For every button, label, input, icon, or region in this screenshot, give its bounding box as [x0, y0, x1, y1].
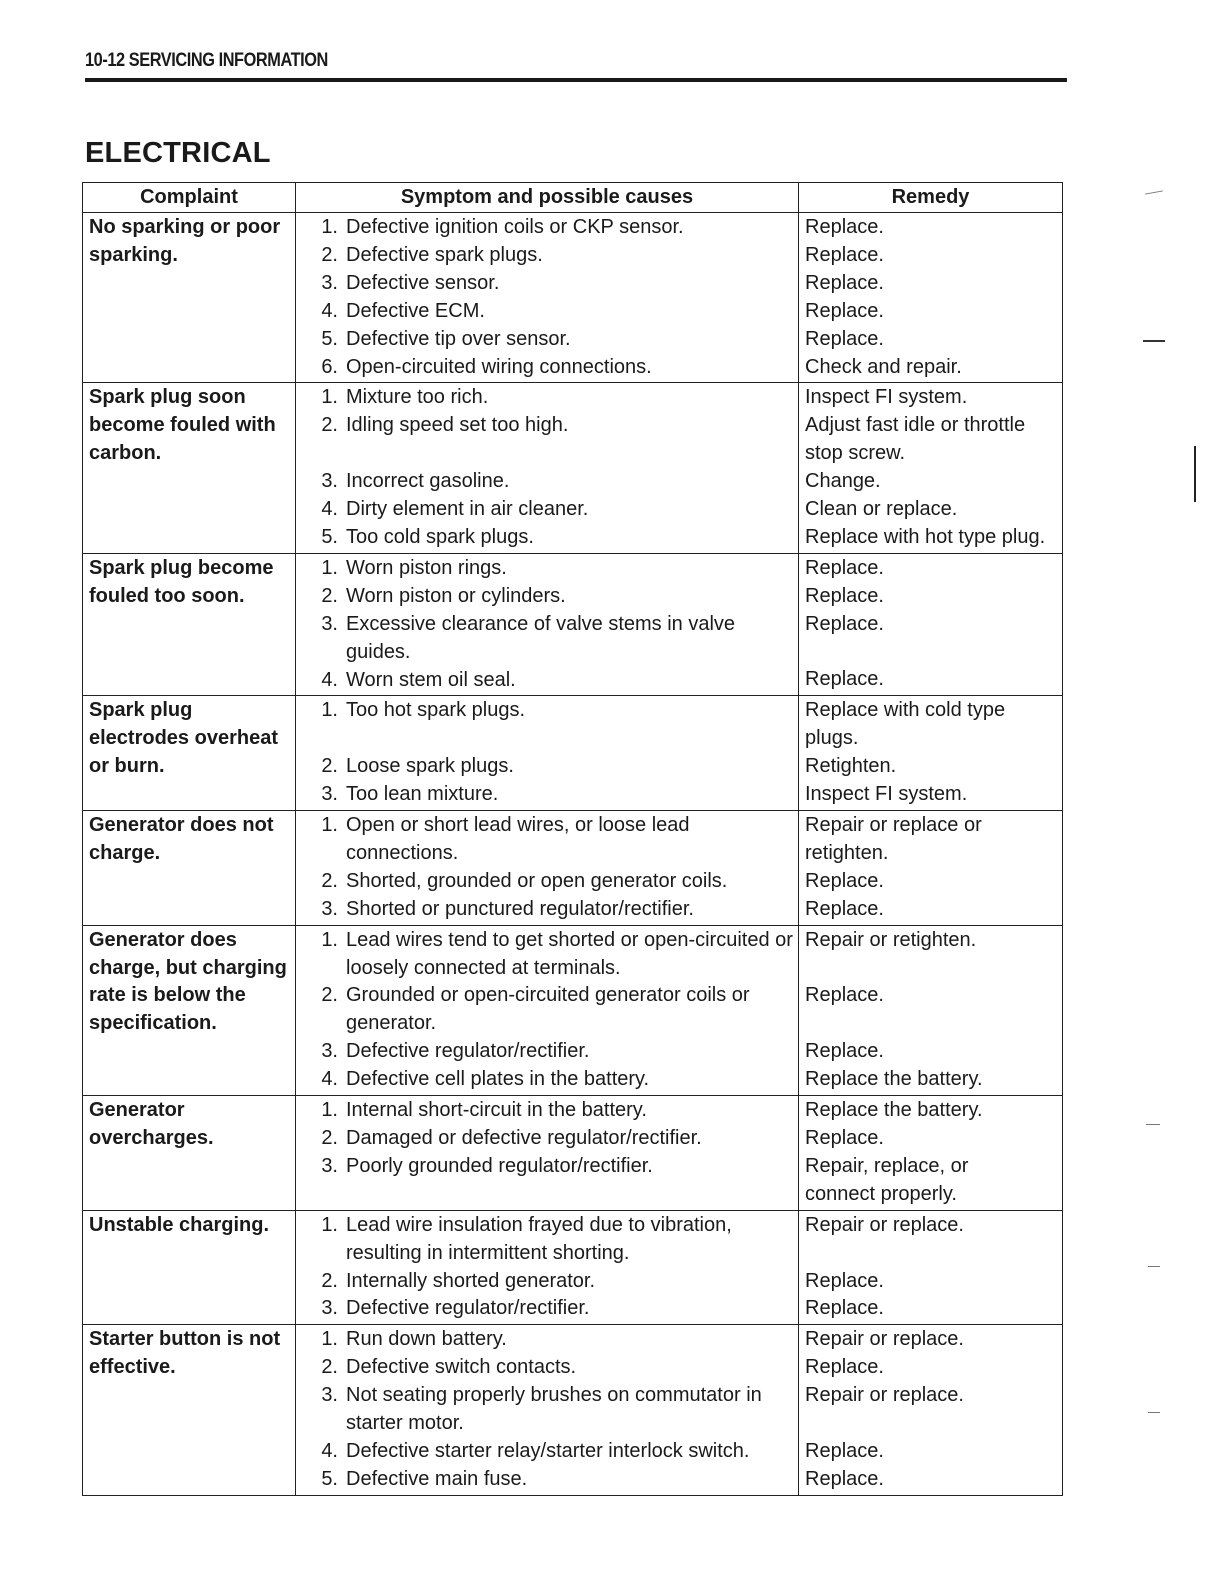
troubleshooting-table	[82, 182, 1063, 1496]
complaint-cell: Spark plug become fouled too soon.	[83, 553, 296, 696]
cause-item: 1. Defective ignition coils or CKP sensor.	[321, 216, 684, 238]
remedy-line: Replace.	[805, 668, 884, 691]
remedy-line: plugs.	[805, 727, 859, 750]
running-header-text: 10-12 SERVICING INFORMATION	[85, 50, 328, 71]
complaint-cell: Generator overcharges.	[83, 1096, 296, 1211]
remedy-cell	[799, 925, 1063, 1095]
scan-mark	[1148, 1412, 1160, 1413]
table-row	[83, 383, 1063, 553]
cause-item: 1. Mixture too rich.	[321, 386, 489, 409]
cause-item: 3. Defective regulator/rectifier.	[321, 1297, 590, 1320]
spacer	[302, 440, 793, 468]
column-header-complaint: Complaint	[83, 183, 296, 213]
cause-item: 5. Defective main fuse.	[321, 1467, 528, 1490]
cause-item: 6. Open-circuited wiring connections.	[321, 355, 652, 378]
scan-mark	[1145, 190, 1163, 194]
remedy-line: Replace.	[805, 869, 884, 892]
remedy-line: Retighten.	[805, 755, 897, 778]
table-row	[83, 213, 1063, 383]
remedy-line: Change.	[805, 470, 881, 493]
cause-item: 3. Too lean mixture.	[321, 783, 499, 806]
cause-item: 5. Defective tip over sensor.	[321, 327, 571, 350]
remedy-cell	[799, 383, 1063, 553]
cause-item: 3. Poorly grounded regulator/rectifier.	[321, 1154, 653, 1177]
table-row	[83, 1325, 1063, 1495]
cause-item: 3. Incorrect gasoline.	[321, 470, 510, 493]
complaint-cell: No sparking or poor sparking.	[83, 213, 296, 383]
cause-item: 2. Grounded or open-circuited generator coils or generator.	[321, 984, 750, 1035]
remedy-line: Replace.	[805, 1127, 884, 1149]
causes-cell	[296, 811, 799, 926]
column-header-symptom: Symptom and possible causes	[296, 183, 799, 213]
remedy-line: connect properly.	[805, 1182, 957, 1205]
remedy-line: Replace with hot type plug.	[805, 525, 1046, 548]
remedy-line: Replace.	[805, 299, 884, 322]
remedy-line: Replace with cold type	[805, 699, 1006, 722]
remedy-line: Replace.	[805, 1040, 884, 1063]
remedy-cell	[799, 1210, 1063, 1325]
cause-item: 1. Too hot spark plugs.	[321, 699, 525, 722]
cause-item: 4. Defective starter relay/starter interlock switch.	[321, 1439, 750, 1462]
section-title: ELECTRICAL	[85, 137, 271, 169]
cause-item: 2. Idling speed set too high.	[321, 414, 569, 437]
causes-cell	[296, 383, 799, 553]
table-row	[83, 1210, 1063, 1325]
spacer	[805, 955, 1057, 983]
cause-item: 4. Defective cell plates in the battery.	[321, 1068, 650, 1091]
cause-item: 4. Worn stem oil seal.	[321, 668, 516, 691]
remedy-line: Replace.	[805, 327, 884, 350]
causes-cell	[296, 1096, 799, 1211]
cause-item: 1. Lead wire insulation frayed due to vibration, resulting in intermittent shorting.	[321, 1213, 732, 1264]
remedy-line: Repair or replace.	[805, 1384, 964, 1407]
remedy-line: Repair or replace.	[805, 1213, 964, 1236]
complaint-cell: Generator does charge, but charging rate is below the specification.	[83, 925, 296, 1095]
cause-item: 3. Defective regulator/rectifier.	[321, 1040, 590, 1063]
spacer	[805, 1410, 1057, 1438]
table-row	[83, 553, 1063, 696]
remedy-line: Replace.	[805, 1356, 884, 1379]
spacer	[805, 1240, 1057, 1268]
remedy-line: Repair or retighten.	[805, 928, 977, 951]
causes-cell	[296, 1210, 799, 1325]
remedy-cell	[799, 1096, 1063, 1211]
remedy-line: Replace.	[805, 556, 884, 579]
remedy-line: Replace the battery.	[805, 1068, 983, 1091]
cause-item: 1. Run down battery.	[321, 1328, 507, 1351]
causes-cell	[296, 696, 799, 811]
cause-item: 3. Shorted or punctured regulator/rectifier.	[321, 897, 694, 920]
remedy-line: Check and repair.	[805, 355, 962, 378]
remedy-line: Replace.	[805, 216, 884, 238]
cause-item: 2. Loose spark plugs.	[321, 755, 514, 778]
scan-mark	[1143, 340, 1165, 342]
remedy-line: Clean or replace.	[805, 498, 958, 521]
remedy-line: Replace.	[805, 897, 884, 920]
complaint-cell: Spark plug electrodes overheat or burn.	[83, 696, 296, 811]
remedy-line: Replace the battery.	[805, 1099, 983, 1122]
causes-cell	[296, 213, 799, 383]
remedy-line: Repair, replace, or	[805, 1154, 969, 1177]
remedy-cell	[799, 1325, 1063, 1495]
cause-item: 2. Defective spark plugs.	[321, 243, 543, 266]
remedy-line: Repair or replace or	[805, 814, 982, 837]
remedy-line: stop screw.	[805, 442, 906, 465]
remedy-cell	[799, 213, 1063, 383]
cause-item: 5. Too cold spark plugs.	[321, 525, 534, 548]
complaint-cell: Unstable charging.	[83, 1210, 296, 1325]
cause-item: 2. Shorted, grounded or open generator coils.	[321, 869, 728, 892]
cause-item: 4. Dirty element in air cleaner.	[321, 498, 589, 521]
change-bar	[1194, 446, 1196, 502]
complaint-cell: Starter button is not effective.	[83, 1325, 296, 1495]
cause-item: 3. Defective sensor.	[321, 271, 500, 294]
remedy-line: Replace.	[805, 984, 884, 1007]
cause-item: 2. Damaged or defective regulator/rectifier.	[321, 1127, 702, 1149]
causes-cell	[296, 553, 799, 696]
remedy-line: retighten.	[805, 841, 889, 864]
remedy-line: Adjust fast idle or throttle	[805, 414, 1026, 437]
cause-item: 3. Excessive clearance of valve stems in valve guides.	[321, 612, 736, 663]
remedy-line: Replace.	[805, 1467, 884, 1490]
table-header-row	[83, 183, 1063, 213]
complaint-cell: Generator does not charge.	[83, 811, 296, 926]
scan-mark	[1148, 1266, 1160, 1267]
spacer	[302, 725, 793, 753]
remedy-cell	[799, 811, 1063, 926]
cause-item: 1. Lead wires tend to get shorted or open-circuited or loosely connected at terminals.	[321, 928, 793, 979]
remedy-line: Replace.	[805, 612, 884, 635]
remedy-line: Replace.	[805, 1297, 884, 1320]
cause-item: 2. Defective switch contacts.	[321, 1356, 577, 1379]
remedy-line: Inspect FI system.	[805, 386, 968, 409]
remedy-line: Replace.	[805, 584, 884, 607]
spacer	[805, 1010, 1057, 1038]
cause-item: 2. Internally shorted generator.	[321, 1269, 596, 1292]
remedy-cell	[799, 696, 1063, 811]
remedy-line: Replace.	[805, 243, 884, 266]
remedy-line: Replace.	[805, 271, 884, 294]
cause-item: 1. Internal short-circuit in the battery.	[321, 1099, 647, 1122]
table-row	[83, 925, 1063, 1095]
table-row	[83, 811, 1063, 926]
remedy-cell	[799, 553, 1063, 696]
cause-item: 1. Open or short lead wires, or loose lead connections.	[321, 814, 690, 864]
spacer	[805, 639, 1057, 667]
remedy-line: Inspect FI system.	[805, 783, 968, 806]
running-header	[85, 48, 1067, 82]
causes-cell	[296, 925, 799, 1095]
remedy-line: Replace.	[805, 1269, 884, 1292]
causes-cell	[296, 1325, 799, 1495]
table-row	[83, 696, 1063, 811]
table-row	[83, 1096, 1063, 1211]
remedy-line: Repair or replace.	[805, 1328, 964, 1351]
cause-item: 3. Not seating properly brushes on commutator in starter motor.	[321, 1384, 762, 1435]
cause-item: 4. Defective ECM.	[321, 299, 485, 322]
scan-mark	[1146, 1124, 1160, 1125]
cause-item: 2. Worn piston or cylinders.	[321, 584, 566, 607]
remedy-line: Replace.	[805, 1439, 884, 1462]
column-header-remedy: Remedy	[799, 183, 1063, 213]
cause-item: 1. Worn piston rings.	[321, 556, 507, 579]
complaint-cell: Spark plug soon become fouled with carbon.	[83, 383, 296, 553]
